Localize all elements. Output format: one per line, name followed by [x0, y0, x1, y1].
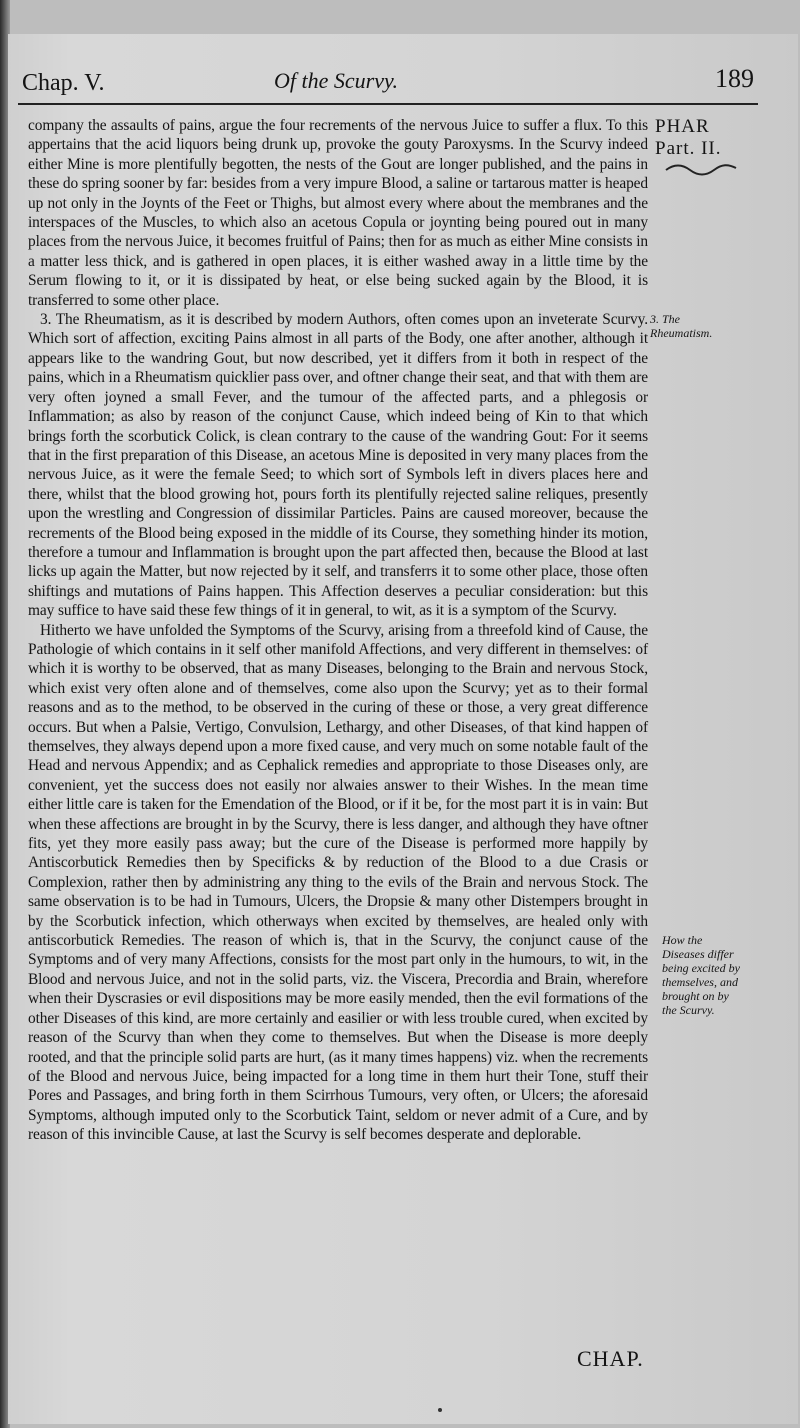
part-marker — [655, 116, 745, 160]
page-number: 189 — [715, 64, 754, 93]
catchword: CHAP. — [577, 1346, 644, 1371]
header-rule — [18, 103, 758, 105]
paragraph-3: Hitherto we have unfolded the Symptoms of the Scurvy, arising from a threefold kind of Cause, the Pathologie of which contains in it self other manifold Affections, and very different in themselves: of which it is worthy to be observed, that as many Diseases, belonging to the Brain and nervous Stock, which exist very often alone and of themselves, come also upon the Scurvy; yet as to their formal reasons and as to the method, to be observed in the curing of these or those, a very great difference occurs. But when a Palsie, Vertigo, Convulsion, Lethargy, and other Diseases, of that kind happen of themselves, they always depend upon a more fixed cause, and very much on some notable fault of the Head and nervous Appendix; and as Cephalick remedies and appropriate to those Diseases only, are convenient, yet the success does not easily nor alwaies answer to their Wishes. In the mean time either little care is taken for the Emendation of the Blood, or if it be, for the most part it is in vain: But when these affections are brought in by the Scurvy, there is less danger, and although they have oftner fits, yet they more easily pass away; but the cure of the Disease is performed more happily by Antiscorbutick Remedies then by Specificks & by reduction of the Blood to a due Crasis or Complexion, rather then by administring any thing to the evils of the Brain and nervous Stock. The same observation is to be had in Tumours, Ulcers, the Dropsie & many other Distempers brought in by the Scorbutick infection, which otherways when excited by themselves, are healed only with antiscorbutick Remedies. The reason of which is, that in the Scurvy, the conjunct cause of the Symptoms and of very many Affections, consists for the most part only in the humours, to wit, in the Blood and nervous Juice, and not in the solid parts, viz. the Viscera, Precordia and Brain, wherefore when their Dyscrasies or evil dispositions may be more easily mended, then the evil formations of the other Diseases of this kind, are more certainly and easilier or with less trouble cured, when excited by reason of the Scurvy than when they come to themselves. But when the Disease is more deeply rooted, and that the principle solid parts are hurt, (as it many times happens) viz. when the recrements of the Blood and nervous Juice, being impacted for a long time in them hurt their Tone, stuff their Pores and Passages, and bring forth in them Scirrhous Tumours, very often, or Ulcers; the aforesaid Symptoms, although imputed only to the Scorbutick Taint, seldom or never admit of a Cure, and by reason of this invincible Cause, at last the Scurvy is self becomes desperate and deplorable. — [28, 621, 648, 1144]
chapter-label: Chap. V. — [22, 70, 105, 96]
margin-note-diseases: How the Diseases differ being excited by themselves, and brought on by the Scurvy. — [662, 933, 740, 1017]
running-header — [12, 62, 772, 102]
flourish-ornament — [664, 162, 738, 176]
paragraph-2: 3. The Rheumatism, as it is described by modern Authors, often comes upon an inveterate Scurvy. Which sort of affection, exciting Pains almost in all parts of the Body, one after another, although it appears like to the wandring Gout, but now described, yet it differs from it both in respect of the pains, which in a Rheumatism quicklier pass over, and oftner change their seat, and that with them are very often joyned a small Fever, and the tumour of the affected parts, and a phlegosis or Inflammation; as also by reason of the conjunct Cause, which indeed being of Kin to that which brings forth the scorbutick Colick, is clean contrary to the cause of the wandring Gout: For it seems that in the first preparation of this Disease, an acetous Mine is deposited in very many places from the nervous Juice, as it were the female Seed; to which sort of Symbols left in divers places here and there, whilst that the blood growing hot, pours forth its plentifully rejected saline reliques, presently upon the wrestling and Congression of dissimilar Particles. Pains are caused moreover, because the recrements of the Blood being exposed in the middle of its Course, they something hinder its motion, therefore a tumour and Inflammation is brought upon the part affected then, because the Blood at last licks up again the Matter, but now rejected by it self, and transferrs it to some other place, those often shiftings and mutations of Pains happen. This Affection deserves a peculiar consideration: but this may suffice to have said these few things of it in general, to wit, as it is a symptom of the Scurvy. — [28, 311, 648, 620]
part-marker-line2: Part. II. — [655, 138, 722, 159]
running-title: Of the Scurvy. — [274, 68, 399, 93]
paragraph-1: company the assaults of pains, argue the four recrements of the nervous Juice to suffer a flux. To this appertains that the acid liquors being drunk up, provoke the gouty Paroxysms. In the Scurvy indeed either Mine is more plentifully begotten, the nests of the Gout are longer published, and the pains in these do spring sooner by far: besides from a very impure Blood, a saline or tartarous matter is heaped up not only in the Joynts of the Feet or Thighs, but almost every where about the membranes and the interspaces of the Muscles, to which also an acetous Copula or joynting being poured out in many places from the nervous Juice, it becomes fruitful of Pains; then for as much as either Mine consists in a matter less thick, and is gathered in open places, it is either washed away in a little time by the Serum flowing to it, or it is dissipated by heat, or else being sucked again by the Blood, it is transferred to some other place. — [28, 117, 648, 309]
page-mark-dot — [438, 1408, 442, 1412]
margin-note-rheumatism: 3. The Rheumatism. — [650, 312, 713, 340]
part-marker-line1: PHAR — [655, 116, 710, 137]
body-text — [28, 116, 648, 1145]
